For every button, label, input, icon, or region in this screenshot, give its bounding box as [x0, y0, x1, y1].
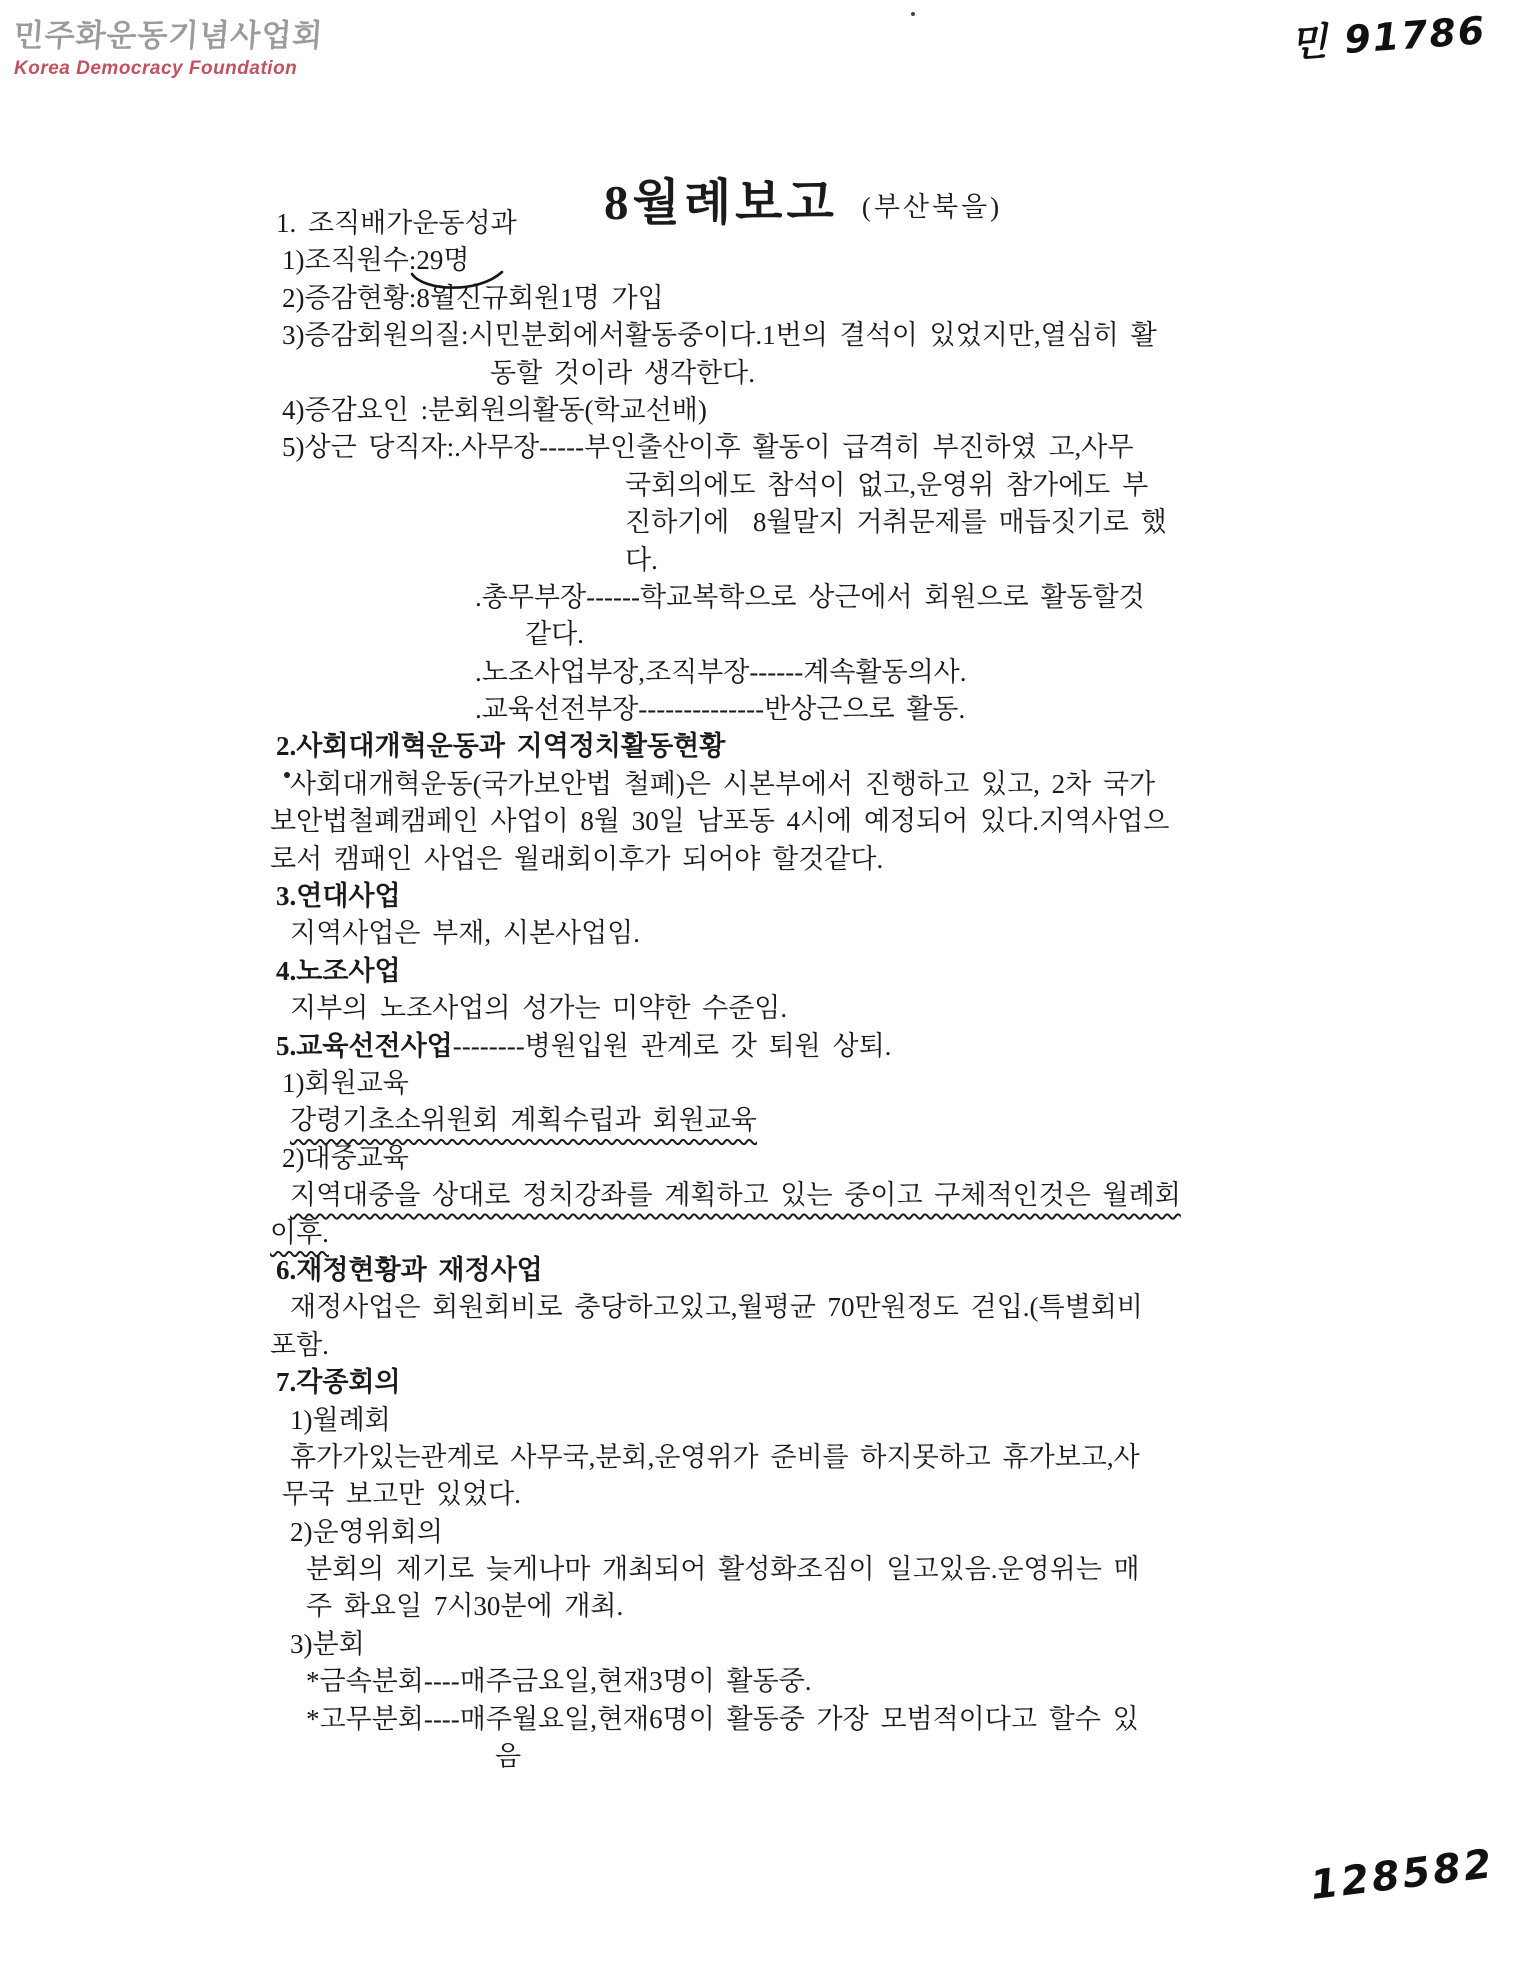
section-3-heading: 3.연대사업 — [276, 881, 401, 912]
section-6-heading: 6.재정현황과 재정사업 — [276, 1254, 543, 1285]
section-2-body-2: 보안법철폐캠페인 사업이 8월 30일 남포동 4시에 예정되어 있다.지역사업으 — [270, 806, 1170, 837]
section-3-body: 지역사업은 부재, 시본사업임. — [290, 918, 640, 949]
line-staff-office-head-cont-3: 다. — [625, 544, 658, 575]
line-steering-committee: 2)운영위회의 — [290, 1516, 443, 1547]
section-5-heading: 5.교육선전사업 — [276, 1030, 453, 1061]
pen-circle-mark — [408, 271, 506, 295]
section-6-body-2: 포함. — [270, 1329, 329, 1360]
line-steering-committee-body-2: 주 화요일 7시30분에 개최. — [306, 1591, 624, 1622]
section-2-body-3: 로서 캠패인 사업은 월래회이후가 되어야 할것같다. — [270, 843, 884, 874]
pen-underlined-text: 지역대중을 상대로 정치강좌를 계획하고 있는 중이고 구체적인것은 월례회 — [290, 1180, 1181, 1211]
circled-member-count: 29명 — [416, 242, 469, 279]
line-metal-branch: *금속분회----매주금요일,현재3명이 활동중. — [306, 1666, 812, 1697]
report-body — [270, 205, 1390, 1775]
section-2-heading: 2.사회대개혁운동과 지역정치활동현황 — [276, 731, 726, 762]
pen-dot-mark — [284, 772, 290, 778]
line-mass-education-detail-cont — [270, 1215, 1390, 1252]
pen-underlined-text: 이후. — [270, 1217, 329, 1248]
line-rubber-branch-cont: 음 — [495, 1741, 522, 1772]
org-count-label: 1)조직원수: — [282, 245, 417, 276]
line-union-org-heads: .노조사업부장,조직부장------계속활동의사. — [475, 656, 967, 687]
line-change-status: 2)증감현황:8월신규회원1명 가입 — [282, 282, 664, 313]
line-staff-office-head-cont-2: 진하기에 8월말지 거취문제를 매듭짓기로 했 — [625, 507, 1167, 538]
scan-speck — [911, 12, 915, 16]
report-region-label: (부산북을) — [861, 192, 1003, 222]
line-monthly-meeting: 1)월례회 — [290, 1404, 391, 1435]
line-steering-committee-body-1: 분회의 제기로 늦게나마 개최되어 활성화조짐이 일고있음.운영위는 매 — [306, 1554, 1140, 1585]
section-6-body-1: 재정사업은 회원회비로 충당하고있고,월평균 70만원정도 걷입.(특별회비 — [290, 1292, 1143, 1323]
line-mass-education: 2)대중교육 — [282, 1142, 409, 1173]
line-member-quality-cont: 동할 것이라 생각한다. — [490, 357, 755, 388]
line-branch-meetings: 3)분회 — [290, 1628, 365, 1659]
line-mass-education-detail — [290, 1177, 1390, 1214]
line-member-education-detail — [290, 1102, 1390, 1139]
line-monthly-meeting-body-1: 휴가가있는관계로 사무국,분회,운영위가 준비를 하지못하고 휴가보고,사 — [290, 1441, 1140, 1472]
line-rubber-branch: *고무분회----매주월요일,현재6명이 활동중 가장 모범적이다고 할수 있 — [306, 1703, 1139, 1734]
section-4-body: 지부의 노조사업의 성가는 미약한 수준임. — [290, 993, 788, 1024]
line-monthly-meeting-body-2: 무국 보고만 있었다. — [282, 1479, 521, 1510]
line-edu-propaganda-head: .교육선전부장--------------반상근으로 활동. — [475, 694, 966, 725]
line-org-count — [282, 242, 1390, 279]
line-staff-office-head-cont-1: 국회의에도 참석이 없고,운영위 참가에도 부 — [625, 469, 1149, 500]
pen-underlined-text: 강령기초소위원회 계획수립과 회원교육 — [290, 1105, 757, 1136]
kdf-logo — [14, 10, 323, 80]
section-5-heading-note: --------병원입원 관계로 갓 퇴원 상퇴. — [452, 1030, 892, 1061]
handwritten-page-number: 128582 — [1307, 1840, 1498, 1910]
section-4-heading: 4.노조사업 — [276, 955, 401, 986]
report-title: 8월례보고 — [604, 175, 838, 230]
kdf-logo-korean-calligraphy: 민주화운동기념사업회 — [12, 18, 325, 54]
handwritten-doc-number: 민 91786 — [1288, 8, 1488, 66]
line-member-education: 1)회원교육 — [282, 1067, 409, 1098]
line-change-factor: 4)증감요인 :분회원의활동(학교선배) — [282, 394, 707, 425]
line-member-quality: 3)증감회원의질:시민분회에서활동중이다.1번의 결석이 있었지만,열심히 활 — [282, 320, 1157, 351]
section-2-body-1: 사회대개혁운동(국가보안법 철폐)은 시본부에서 진행하고 있고, 2차 국가 — [290, 768, 1156, 799]
section-5-heading-line — [276, 1028, 1390, 1065]
line-staff-office-head: 5)상근 당직자:.사무장-----부인출산이후 활동이 급격히 부진하였 고,사무 — [282, 432, 1134, 463]
line-general-affairs-head-cont: 같다. — [525, 619, 584, 650]
section-7-heading: 7.각종회의 — [276, 1367, 401, 1398]
kdf-logo-english: Korea Democracy Foundation — [14, 58, 298, 79]
line-general-affairs-head: .총무부장------학교복학으로 상근에서 회원으로 활동할것 — [475, 581, 1145, 612]
section-1-heading: 1. 조직배가운동성과 — [276, 208, 517, 238]
